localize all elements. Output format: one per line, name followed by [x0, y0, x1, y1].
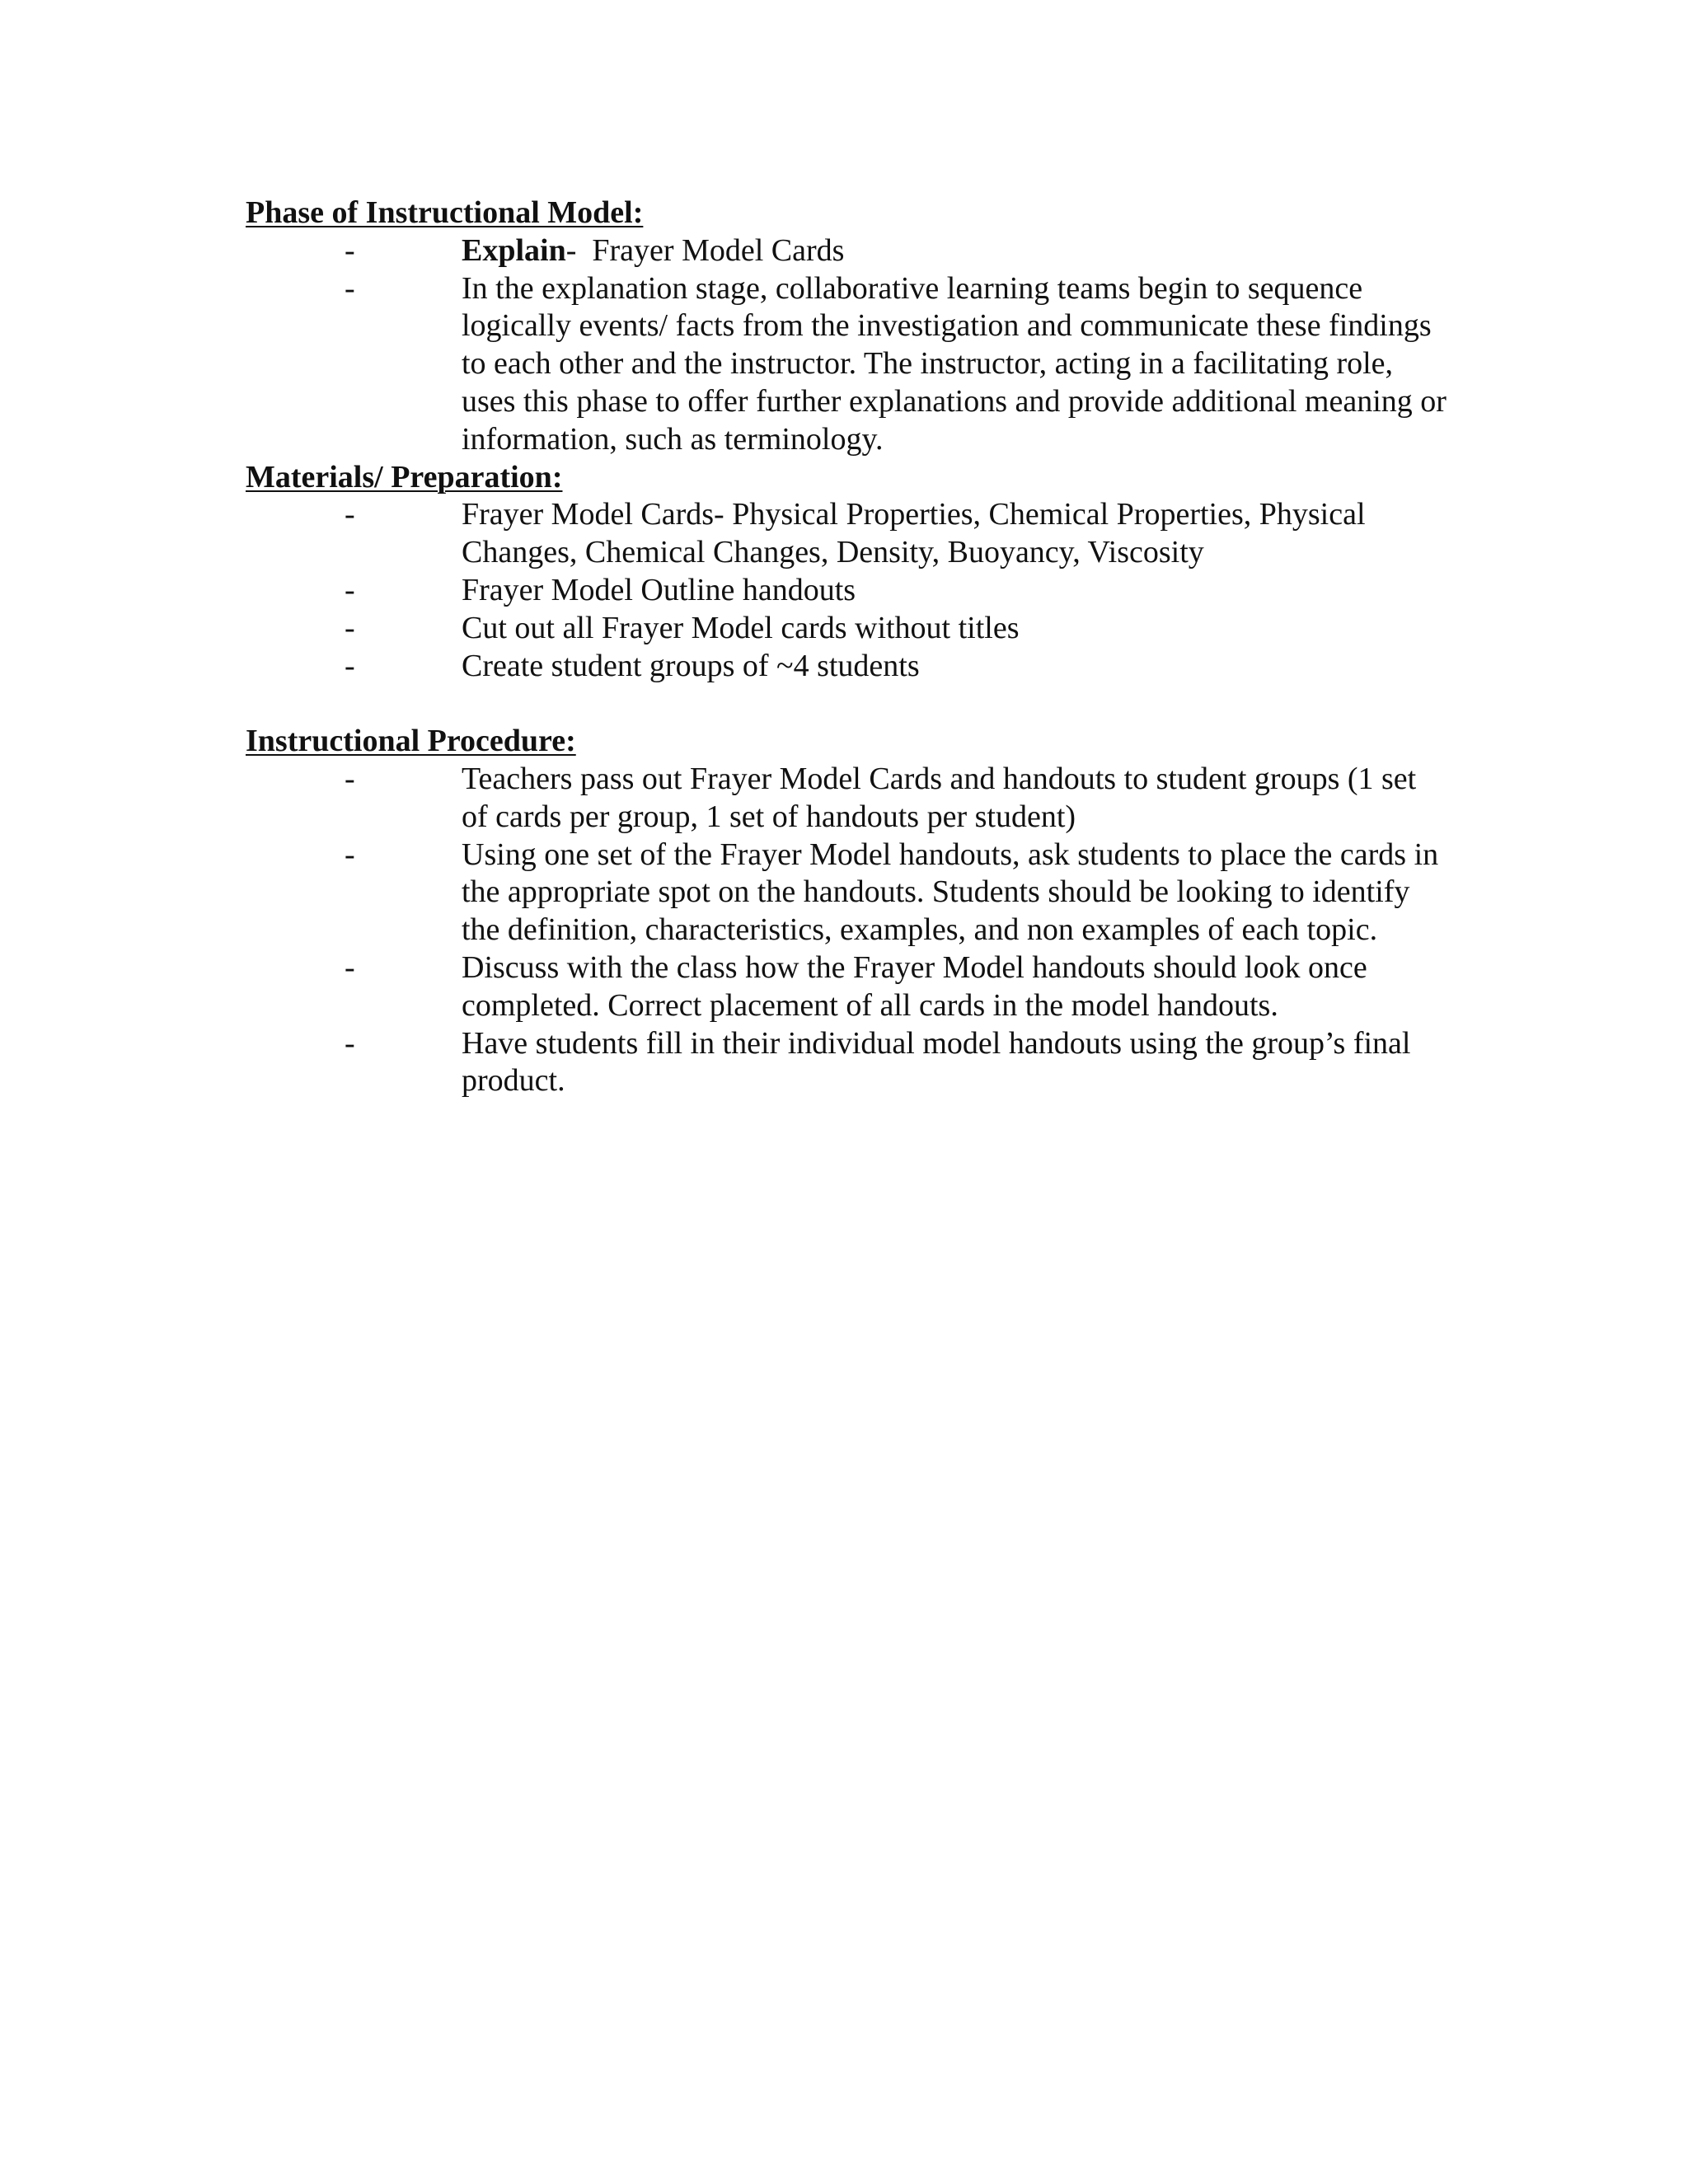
- item-text: - Frayer Model Cards: [565, 232, 845, 268]
- section-heading-procedure: Instructional Procedure:: [246, 724, 576, 759]
- section-procedure: [246, 723, 1449, 1100]
- procedure-list: [246, 761, 1449, 1100]
- list-item: [246, 572, 1449, 610]
- item-text: In the explanation stage, collaborative learning teams begin to sequence logically events/ facts from the investigation and communicate these findings to each other and the instructor. The instructor, acting in a facilitating role, uses this phase to offer further explanations and provide additional meaning or information, such as terminology.: [462, 270, 1447, 457]
- dash-bullet: -: [345, 270, 355, 306]
- dash-bullet: -: [345, 497, 355, 532]
- list-item: [246, 610, 1449, 648]
- dash-bullet: -: [345, 232, 355, 268]
- dash-bullet: -: [345, 949, 355, 985]
- section-phase: [246, 194, 1449, 459]
- section-heading-phase: Phase of Instructional Model:: [246, 195, 644, 230]
- item-text: Create student groups of ~4 students: [462, 648, 920, 683]
- blank-line: [246, 685, 1449, 723]
- phase-list: [246, 232, 1449, 459]
- dash-bullet: -: [345, 837, 355, 872]
- list-item: [246, 761, 1449, 837]
- materials-list: [246, 496, 1449, 685]
- list-item: [246, 270, 1449, 459]
- item-text: Cut out all Frayer Model cards without titles: [462, 610, 1020, 645]
- item-text: Frayer Model Cards- Physical Properties, Chemical Properties, Physical Changes, Chemical Changes, Density, Buoyancy, Viscosity: [462, 497, 1366, 570]
- section-materials: [246, 459, 1449, 686]
- item-text: Have students fill in their individual model handouts using the group’s final product.: [462, 1025, 1411, 1099]
- list-item: [246, 837, 1449, 949]
- dash-bullet: -: [345, 761, 355, 796]
- item-text: Discuss with the class how the Frayer Model handouts should look once completed. Correct placement of all cards in the model handouts.: [462, 949, 1367, 1023]
- dash-bullet: -: [345, 1025, 355, 1061]
- item-text: Teachers pass out Frayer Model Cards and handouts to student groups (1 set of cards per group, 1 set of handouts per student): [462, 761, 1417, 834]
- dash-bullet: -: [345, 572, 355, 607]
- item-text: Using one set of the Frayer Model handouts, ask students to place the cards in the appropriate spot on the handouts. Students should be looking to identify the definition, characteristics, examples, and non examples of each topic.: [462, 837, 1439, 948]
- document-page: [246, 194, 1449, 1100]
- list-item: [246, 648, 1449, 686]
- list-item: [246, 949, 1449, 1025]
- item-text: Frayer Model Outline handouts: [462, 572, 856, 607]
- section-heading-materials: Materials/ Preparation:: [246, 459, 563, 494]
- list-item: [246, 1025, 1449, 1101]
- item-bold-label: Explain: [462, 232, 566, 268]
- list-item: [246, 232, 1449, 270]
- dash-bullet: -: [345, 610, 355, 645]
- dash-bullet: -: [345, 648, 355, 683]
- list-item: [246, 496, 1449, 572]
